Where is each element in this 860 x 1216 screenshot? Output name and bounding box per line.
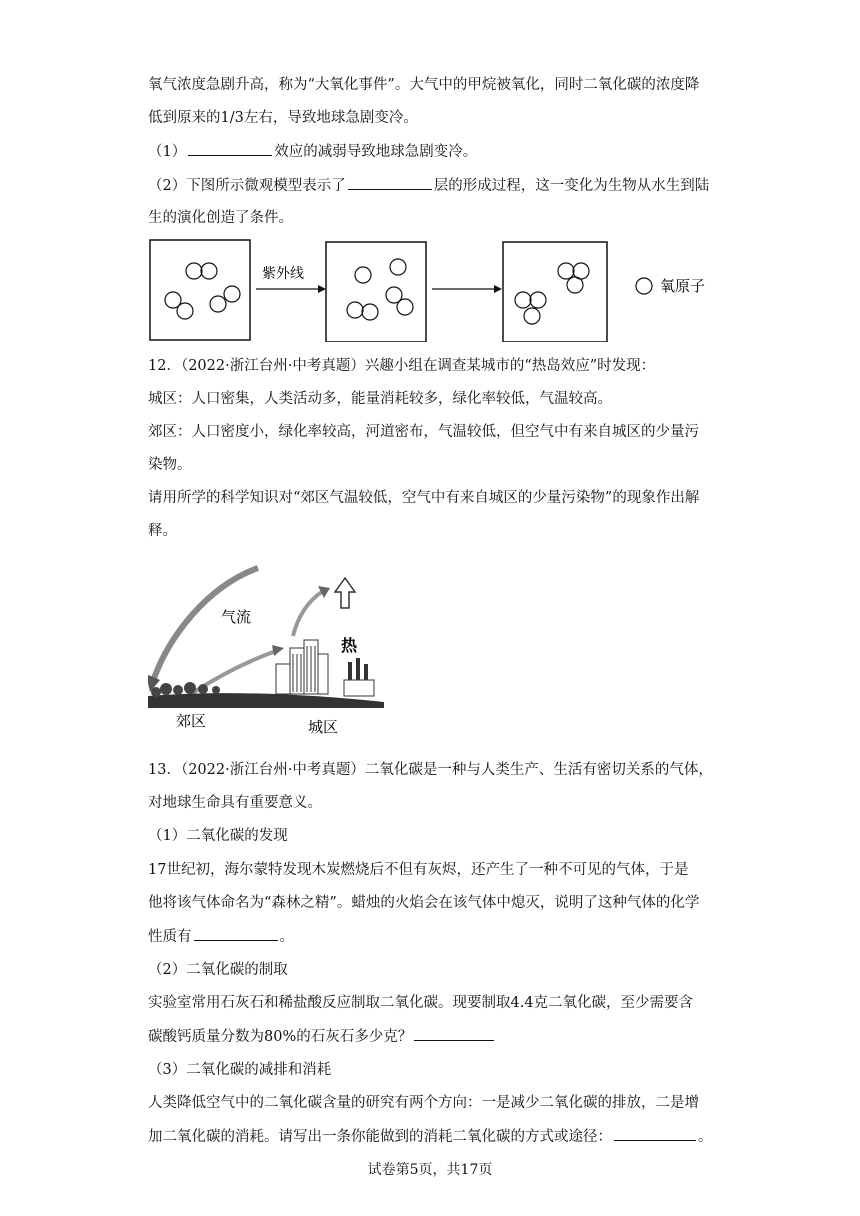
model-box — [150, 240, 250, 340]
atoms-box1 — [165, 263, 240, 319]
answer-blank[interactable] — [194, 926, 278, 941]
text-line: 17世纪初，海尔蒙特发现木炭燃烧后不但有灰烬，还产生了一种不可见的气体，于是 — [148, 862, 689, 878]
text-line: 郊区：人口密度小，绿化率较高，河道密布，气温较低，但空气中有来自城区的少量污 — [148, 424, 699, 440]
q1-prefix: （1） — [148, 144, 187, 160]
suburb-label: 郊区 — [176, 712, 207, 730]
airflow-label: 气流 — [221, 608, 252, 626]
heat-label: 热 — [341, 636, 358, 655]
text-line: 12．（2022·浙江台州·中考真题）兴趣小组在调查某城市的“热岛效应”时发现： — [148, 358, 656, 374]
heat-island-figure — [148, 556, 388, 742]
text-line: （3）二氧化碳的减排和消耗 — [148, 1062, 332, 1078]
page-footer: 试卷第5页，共17页 — [367, 1162, 493, 1178]
atoms-box2 — [347, 259, 413, 320]
city-label: 城区 — [308, 718, 339, 736]
question-13-3 — [148, 1126, 713, 1147]
atoms-box3 — [515, 263, 589, 324]
text-line: 染物。 — [148, 457, 192, 473]
oxygen-atom-legend-icon — [636, 278, 652, 294]
text-line: 氧气浓度急剧升高，称为“大氧化事件”。大气中的甲烷被氧化，同时二氧化碳的浓度降 — [148, 77, 700, 93]
answer-blank[interactable] — [188, 141, 272, 156]
q2-prefix: （2）下图所示微观模型表示了 — [148, 178, 346, 194]
text-line: 实验室常用石灰石和稀盐酸反应制取二氧化碳。现要制取4.4克二氧化碳，至少需要含 — [148, 995, 694, 1011]
text-line: 13．（2022·浙江台州·中考真题）二氧化碳是一种与人类生产、生活有密切关系的气体， — [148, 762, 713, 778]
text-line: 低到原来的1/3左右，导致地球急剧变冷。 — [148, 110, 418, 126]
q13-property-prefix: 性质有 — [148, 929, 192, 945]
q13-mass-prefix: 碳酸钙质量分数为80%的石灰石多少克？ — [148, 1029, 413, 1045]
q13-property-suffix: 。 — [279, 929, 294, 945]
text-line: （1）二氧化碳的发现 — [148, 828, 288, 844]
arrow-2-head — [494, 285, 502, 293]
text-line: 请用所学的科学知识对“郊区气温较低，空气中有来自城区的少量污染物”的现象作出解 — [148, 490, 700, 506]
question-13-2 — [148, 1026, 496, 1047]
text-line: 对地球生命具有重要意义。 — [148, 795, 322, 811]
question-2 — [148, 175, 709, 196]
q13-last-prefix: 加二氧化碳的消耗。请写出一条你能做到的消耗二氧化碳的方式或途径： — [148, 1129, 612, 1145]
model-box — [326, 242, 426, 342]
q13-last-suffix: 。 — [698, 1129, 713, 1145]
airflow-low-arrowhead — [272, 645, 284, 656]
factory-chimneys — [348, 658, 368, 680]
text-line: （2）二氧化碳的制取 — [148, 962, 288, 978]
up-arrow-icon — [335, 578, 355, 608]
text-line: 生的演化创造了条件。 — [148, 210, 293, 226]
text-line: 释。 — [148, 523, 177, 539]
arrow-1-head — [318, 285, 326, 293]
rising-air-arrow — [293, 591, 323, 636]
text-line: 人类降低空气中的二氧化碳含量的研究有两个方向：一是减少二氧化碳的排放，二是增 — [148, 1095, 699, 1111]
uv-label: 紫外线 — [262, 266, 304, 282]
text-line: 他将该气体命名为“森林之精”。蜡烛的火焰会在该气体中熄灭，说明了这种气体的化学 — [148, 895, 700, 911]
q2-suffix: 层的形成过程，这一变化为生物从水生到陆 — [433, 178, 710, 194]
answer-blank[interactable] — [348, 175, 432, 190]
legend-label: 氧原子 — [660, 277, 706, 295]
answer-blank[interactable] — [614, 1126, 696, 1141]
micro-model-figure — [148, 238, 728, 342]
answer-blank[interactable] — [414, 1026, 494, 1041]
text-line: 城区：人口密集，人类活动多，能量消耗较多，绿化率较低，气温较高。 — [148, 391, 612, 407]
question-1 — [148, 141, 477, 162]
model-box — [503, 242, 607, 342]
q1-suffix: 效应的减弱导致地球急剧变冷。 — [274, 144, 478, 160]
question-13-1 — [148, 926, 294, 947]
